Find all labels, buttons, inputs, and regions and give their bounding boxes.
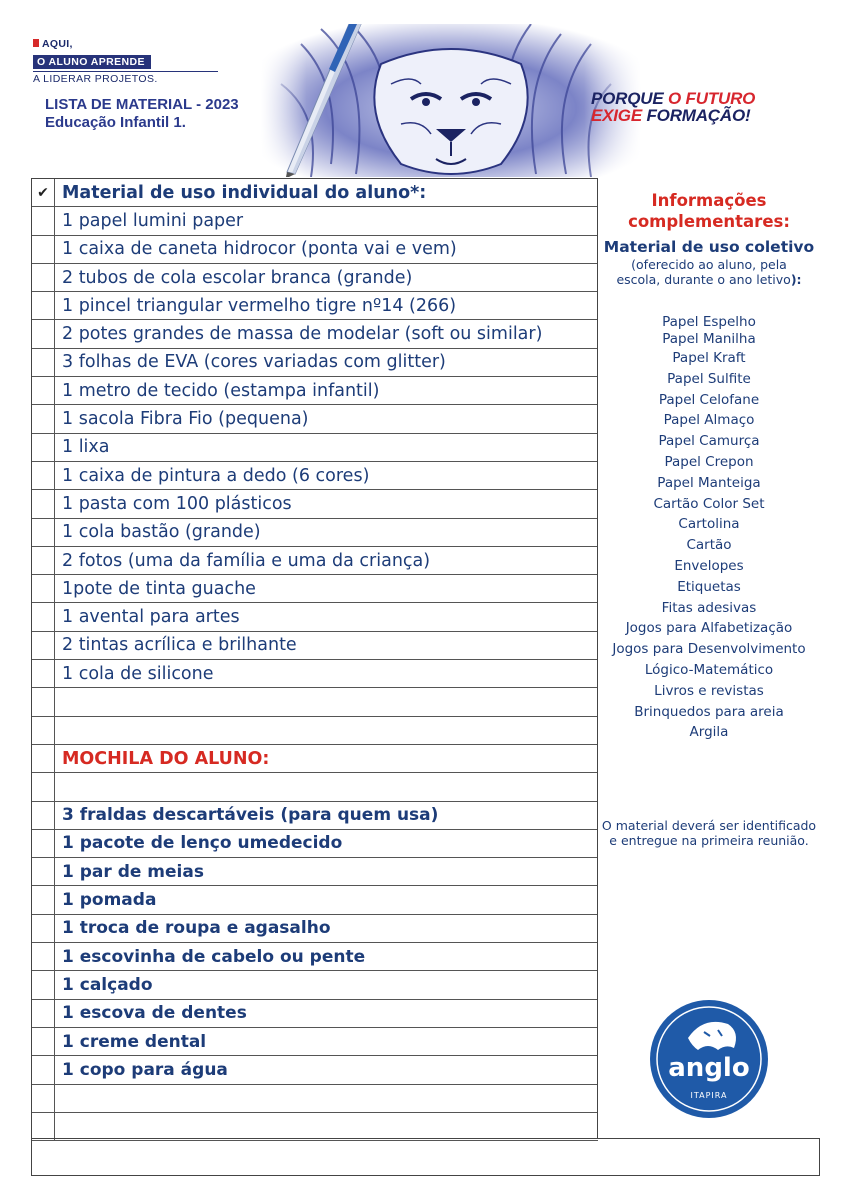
- section-2-title: MOCHILA DO ALUNO:: [62, 748, 270, 769]
- school-tagline: [33, 38, 253, 85]
- list-item: Papel Crepon: [664, 453, 754, 470]
- table-row-empty: [32, 717, 598, 745]
- slogan-part-2a: EXIGE: [591, 106, 647, 125]
- list-item: Cartolina: [678, 516, 740, 533]
- title-line-2: Educação Infantil 1.: [45, 114, 186, 131]
- table-row: [32, 802, 598, 830]
- table-row: [32, 943, 598, 971]
- list-item: Fitas adesivas: [661, 599, 757, 616]
- material-table: [31, 178, 598, 1141]
- item-text: 3 fraldas descartáveis (para quem usa): [62, 805, 439, 826]
- list-item: Lógico-Matemático: [644, 661, 774, 678]
- table-row: [32, 660, 598, 688]
- table-row-empty: [32, 773, 598, 801]
- tagline-line-1: AQUI,: [42, 38, 73, 50]
- list-item: Cartão: [686, 537, 732, 554]
- table-row: [32, 830, 598, 858]
- title-line-1: LISTA DE MATERIAL - 2023: [45, 96, 239, 113]
- tagline-line-3: A LIDERAR PROJETOS.: [33, 71, 218, 85]
- slogan-part-1a: PORQUE: [591, 89, 669, 108]
- table-row: [32, 207, 598, 235]
- list-item: Envelopes: [674, 557, 744, 574]
- table-row: [32, 971, 598, 999]
- section-2-items: [32, 802, 598, 1085]
- anglo-logo: [648, 998, 770, 1120]
- slogan-part-1b: O FUTURO: [668, 89, 756, 108]
- list-item: Papel Celofane: [658, 391, 760, 408]
- item-text: 2 potes grandes de massa de modelar (soft ou similar): [62, 324, 543, 345]
- lion-illustration: [261, 24, 641, 177]
- table-row-empty: [32, 1085, 598, 1113]
- item-text: 1 caixa de pintura a dedo (6 cores): [62, 465, 370, 486]
- list-item: Papel Kraft: [672, 350, 746, 366]
- slogan-part-2b: FORMAÇÃO!: [646, 106, 751, 125]
- tagline-line-2: O ALUNO APRENDE: [33, 55, 151, 69]
- item-text: 1 caixa de caneta hidrocor (ponta vai e vem): [62, 239, 457, 260]
- table-row-empty: [32, 1113, 598, 1141]
- table-row: [32, 519, 598, 547]
- table-row: [32, 377, 598, 405]
- list-item: Papel Sulfite: [667, 370, 751, 387]
- item-text: 1 copo para água: [62, 1059, 228, 1080]
- item-text: 1 papel lumini paper: [62, 210, 244, 231]
- page-header: [31, 24, 819, 177]
- table-row: [32, 858, 598, 886]
- list-item: Etiquetas: [677, 578, 741, 595]
- table-row: [32, 1028, 598, 1056]
- item-text: 2 tubos de cola escolar branca (grande): [62, 267, 413, 288]
- item-text: 1pote de tinta guache: [62, 578, 256, 599]
- list-item: Jogos para Desenvolvimento: [612, 641, 806, 658]
- table-row: [32, 179, 598, 207]
- info-sidebar: [597, 178, 820, 1138]
- table-row: [32, 434, 598, 462]
- table-row: [32, 745, 598, 773]
- table-row: [32, 632, 598, 660]
- list-item: Papel Camurça: [658, 433, 760, 450]
- item-text: 1 pomada: [62, 890, 157, 911]
- slogan: [591, 90, 755, 124]
- coletivo-title: Material de uso coletivo: [603, 238, 815, 256]
- list-item: Papel Espelho: [662, 314, 756, 330]
- list-item: Cartão Color Set: [653, 495, 765, 512]
- page-title: [45, 96, 239, 132]
- item-text: 1 escovinha de cabelo ou pente: [62, 946, 366, 967]
- table-row: [32, 236, 598, 264]
- item-text: 1 calçado: [62, 974, 153, 995]
- bottom-bar: [31, 1138, 820, 1176]
- section-1-title: Material de uso individual do aluno*:: [62, 182, 427, 203]
- logo-text: anglo: [668, 1053, 750, 1083]
- item-text: 1 cola bastão (grande): [62, 522, 261, 543]
- table-row: [32, 603, 598, 631]
- item-text: 1 pincel triangular vermelho tigre nº14 (266): [62, 295, 457, 316]
- list-item: Jogos para Alfabetização: [625, 620, 793, 637]
- list-item: Livros e revistas: [654, 682, 764, 699]
- item-text: 3 folhas de EVA (cores variadas com glitter): [62, 352, 446, 373]
- table-row: [32, 886, 598, 914]
- table-row: [32, 292, 598, 320]
- item-text: 1 pacote de lenço umedecido: [62, 833, 343, 854]
- table-row-empty: [32, 688, 598, 716]
- item-text: 1 cola de silicone: [62, 663, 214, 684]
- red-mark: [33, 39, 39, 47]
- item-text: 1 escova de dentes: [62, 1003, 247, 1024]
- item-text: 1 lixa: [62, 437, 110, 458]
- table-row: [32, 915, 598, 943]
- coletivo-list: [598, 314, 820, 743]
- list-item: Brinquedos para areia: [634, 703, 784, 720]
- item-text: 2 fotos (uma da família e uma da criança): [62, 550, 431, 571]
- table-row: [32, 405, 598, 433]
- table-row: [32, 490, 598, 518]
- list-item: Papel Almaço: [663, 412, 755, 429]
- item-text: 1 metro de tecido (estampa infantil): [62, 380, 380, 401]
- item-text: 1 avental para artes: [62, 607, 240, 628]
- logo-subtext: ITAPIRA: [690, 1091, 728, 1100]
- list-item: Papel Manteiga: [657, 474, 761, 491]
- item-text: 1 sacola Fibra Fio (pequena): [62, 409, 309, 430]
- item-text: 1 par de meias: [62, 861, 204, 882]
- item-text: 1 pasta com 100 plásticos: [62, 493, 292, 514]
- info-title: Informações complementares:: [628, 191, 790, 231]
- table-row: [32, 349, 598, 377]
- table-row: [32, 462, 598, 490]
- list-item: Argila: [689, 724, 729, 741]
- table-row: [32, 264, 598, 292]
- section-1-items: [32, 207, 598, 688]
- table-row: [32, 547, 598, 575]
- check-icon: ✔: [32, 179, 55, 206]
- table-row: [32, 575, 598, 603]
- table-row: [32, 1056, 598, 1084]
- identification-note: O material deverá ser identificado e entregue na primeira reunião.: [601, 818, 817, 848]
- table-row: [32, 320, 598, 348]
- item-text: 2 tintas acrílica e brilhante: [62, 635, 297, 656]
- item-text: 1 creme dental: [62, 1031, 207, 1052]
- coletivo-note: (oferecido ao aluno, pela escola, durante o ano letivo):: [616, 257, 802, 287]
- list-item: Papel Manilha: [662, 331, 756, 347]
- table-row: [32, 1000, 598, 1028]
- item-text: 1 troca de roupa e agasalho: [62, 918, 331, 939]
